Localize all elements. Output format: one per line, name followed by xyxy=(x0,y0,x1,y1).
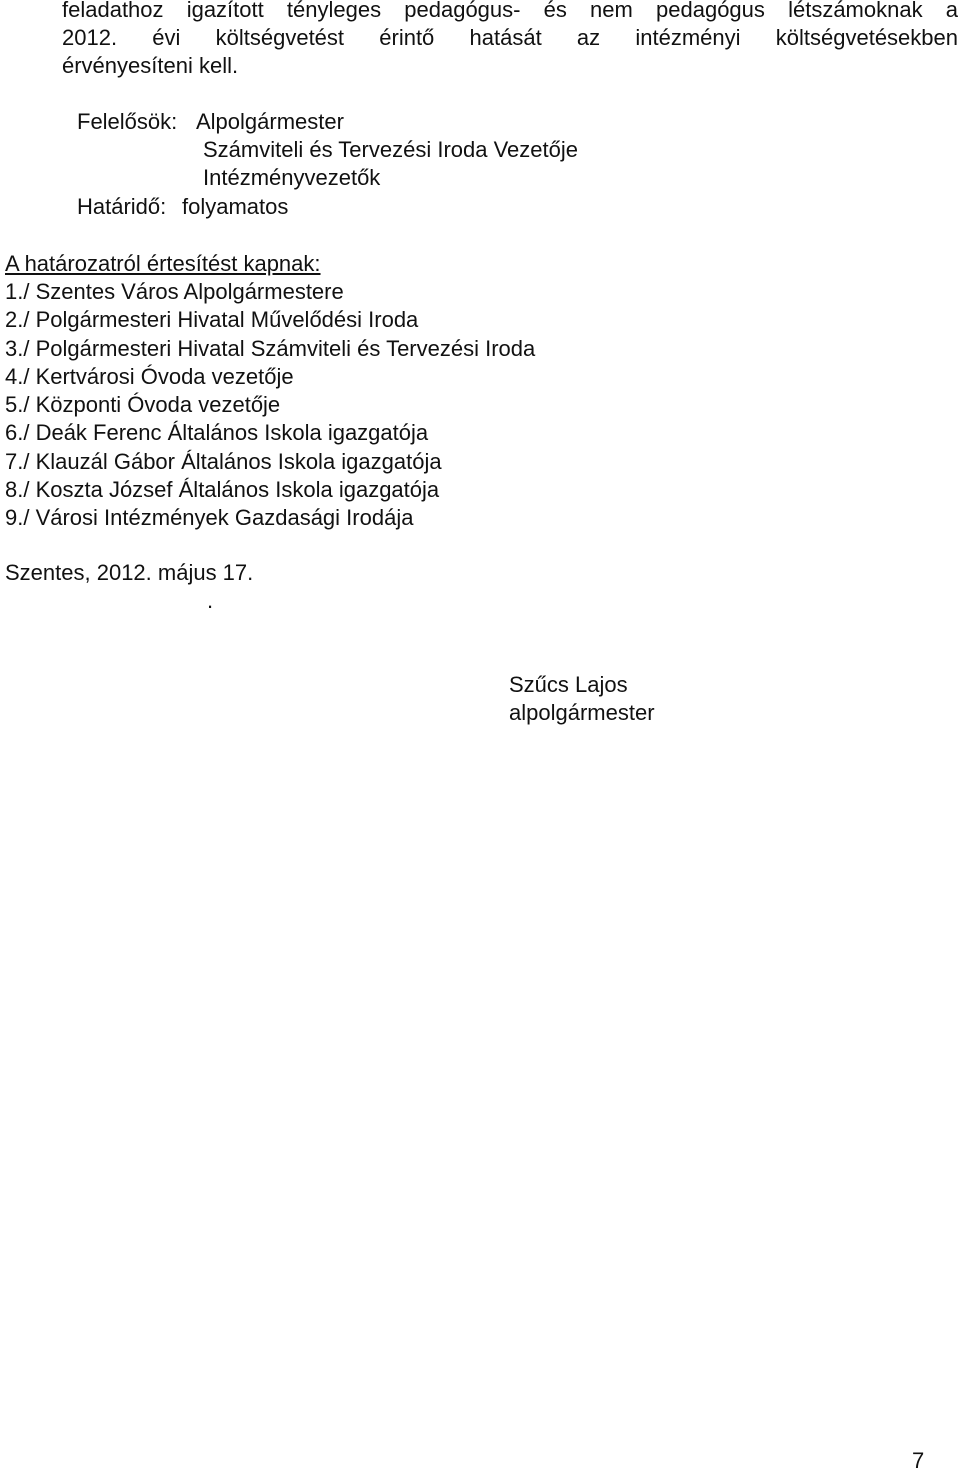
place-date: Szentes, 2012. május 17. xyxy=(5,560,254,585)
resolution-paragraph xyxy=(62,0,958,80)
stray-dot: . xyxy=(207,588,214,613)
list-item: 4./ Kertvárosi Óvoda vezetője xyxy=(5,363,294,389)
responsible-2: Számviteli és Tervezési Iroda Vezetője xyxy=(203,137,578,162)
signature-title: alpolgármester xyxy=(509,700,655,725)
list-item: 1./ Szentes Város Alpolgármestere xyxy=(5,279,344,304)
list-item: 2./ Polgármesteri Hivatal Művelődési Iroda xyxy=(5,307,419,333)
list-item: 9./ Városi Intézmények Gazdasági Irodája xyxy=(5,505,414,531)
list-item: 7./ Klauzál Gábor Általános Iskola igazgatója xyxy=(5,448,442,474)
paragraph-line-2: 2012. évi költségvetést érintő hatását az intézményi költségvetésekben xyxy=(62,25,958,50)
signature-name: Szűcs Lajos xyxy=(509,672,628,697)
responsible-1: Alpolgármester xyxy=(196,109,344,134)
responsibles-label: Felelősök: xyxy=(77,109,178,134)
list-item: 8./ Koszta József Általános Iskola igazgatója xyxy=(5,477,440,503)
list-item: 3./ Polgármesteri Hivatal Számviteli és Tervezési Iroda xyxy=(5,335,536,361)
list-item: 5./ Központi Óvoda vezetője xyxy=(5,392,281,418)
deadline-value: folyamatos xyxy=(182,194,289,219)
recipient-list xyxy=(5,278,535,533)
paragraph-line-3: érvényesíteni kell. xyxy=(62,53,239,78)
list-item: 6./ Deák Ferenc Általános Iskola igazgatója xyxy=(5,420,429,446)
deadline-label: Határidő: xyxy=(77,194,167,219)
paragraph-line-1: feladathoz igazított tényleges pedagógus- és nem pedagógus létszámoknak a xyxy=(62,0,958,22)
responsible-3: Intézményvezetők xyxy=(203,165,381,190)
notification-heading: A határozatról értesítést kapnak: xyxy=(5,251,321,276)
page-number: 7 xyxy=(912,1448,925,1473)
